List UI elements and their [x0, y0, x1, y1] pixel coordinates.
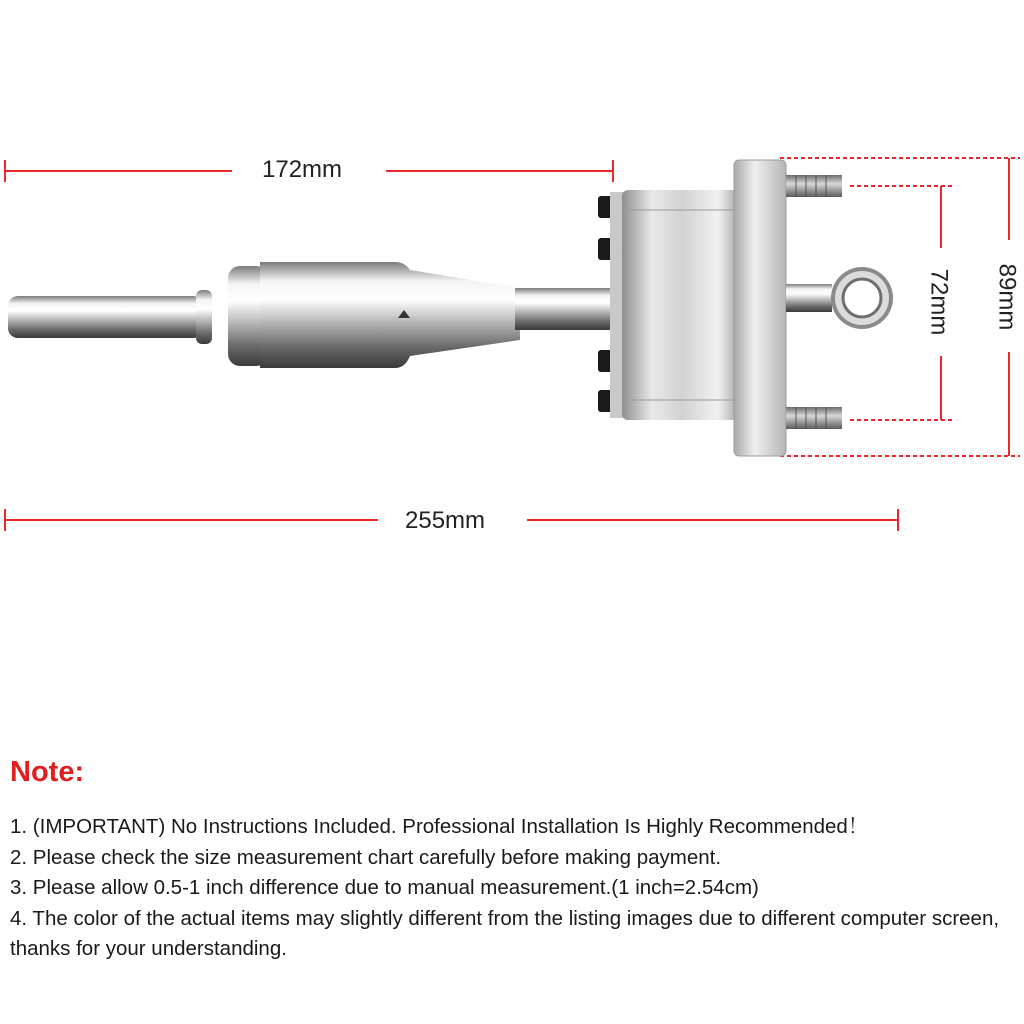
note-item: 1. (IMPORTANT) No Instructions Included. Professional Installation Is Highly Recommended！	[10, 815, 869, 838]
note-item: 2. Please check the size measurement chart carefully before making payment.	[10, 845, 722, 869]
note-item: 3. Please allow 0.5-1 inch difference due to manual measurement.(1 inch=2.54cm)	[10, 876, 759, 899]
label-255mm: 255mm	[405, 507, 486, 534]
label-89mm: 89mm	[993, 263, 1021, 331]
label-72mm: 72mm	[925, 268, 953, 336]
note-item: 4. The color of the actual items may slightly different from the listing images due to different computer screen, thanks for your understanding.	[10, 906, 1000, 960]
label-172mm: 172mm	[262, 156, 343, 183]
note-list	[10, 812, 1022, 965]
note-title: Note:	[10, 756, 85, 788]
short-shifter-icon	[8, 160, 893, 456]
